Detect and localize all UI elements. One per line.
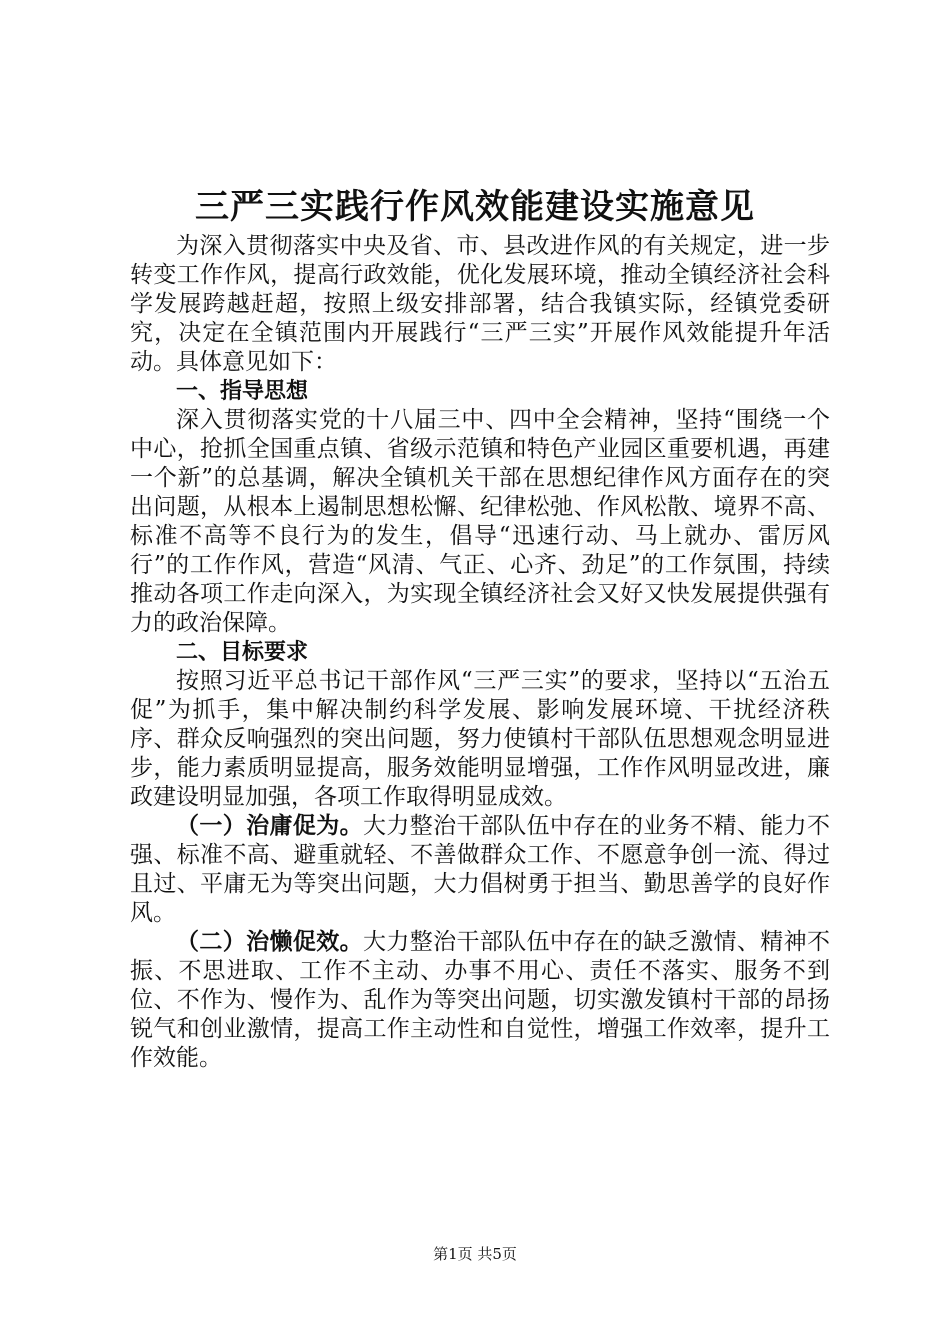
intro-paragraph: 为深入贯彻落实中央及省、市、县改进作风的有关规定，进一步转变工作作风，提高行政效能，优化发展环境，推动全镇经济社会科学发展跨越赶超，按照上级安排部署，结合我镇实际，经镇党委研究，决定在全镇范围内开展践行“三严三实”开展作风效能提升年活动。具体意见如下： (130, 233, 830, 375)
item-text-2: 大力整治干部队伍中存在的缺乏激情、精神不振、不思进取、工作不主动、办事不用心、责任不落实、服务不到位、不作为、慢作为、乱作为等突出问题，切实激发镇村干部的昂扬锐气和创业激情，提高工作主动性和自觉性，增强工作效率，提升工作效能。 (130, 929, 831, 1071)
section-paragraph-goals: 按照习近平总书记干部作风“三严三实”的要求，坚持以“五治五促”为抓手，集中解决制约科学发展、影响发展环境、干扰经济秩序、群众反响强烈的突出问题，努力使镇村干部队伍思想观念明显进步，能力素质明显提高，服务效能明显增强，工作作风明显改进，廉政建设明显加强，各项工作取得明显成效。 (130, 668, 830, 810)
page-footer: 第1页 共5页 (433, 1245, 517, 1263)
item-paragraph-1 (130, 812, 830, 928)
section-paragraph-guiding-thought: 深入贯彻落实党的十八届三中、四中全会精神，坚持“围绕一个中心，抢抓全国重点镇、省级示范镇和特色产业园区重要机遇，再建一个新”的总基调，解决全镇机关干部在思想纪律作风方面存在的突出问题，从根本上遏制思想松懈、纪律松弛、作风松散、境界不高、标准不高等不良行为的发生，倡导“迅速行动、马上就办、雷厉风行”的工作作风，营造“风清、气正、心齐、劲足”的工作氛围，持续推动各项工作走向深入，为实现全镇经济社会又好又快发展提供强有力的政治保障。 (130, 407, 830, 636)
document-body (130, 232, 830, 1073)
document-title: 三严三实践行作风效能建设实施意见 (195, 187, 755, 227)
item-paragraph-2 (130, 928, 830, 1073)
item-lead-1: （一）治庸促为。 (176, 813, 363, 839)
section-heading-goals: 二、目标要求 (176, 640, 309, 665)
item-text-1: 大力整治干部队伍中存在的业务不精、能力不强、标准不高、避重就轻、不善做群众工作、不愿意争创一流、得过且过、平庸无为等突出问题，大力倡树勇于担当、勤思善学的良好作风。 (130, 813, 831, 926)
item-lead-2: （二）治懒促效。 (176, 929, 363, 955)
section-heading-guiding-thought: 一、指导思想 (176, 379, 309, 404)
